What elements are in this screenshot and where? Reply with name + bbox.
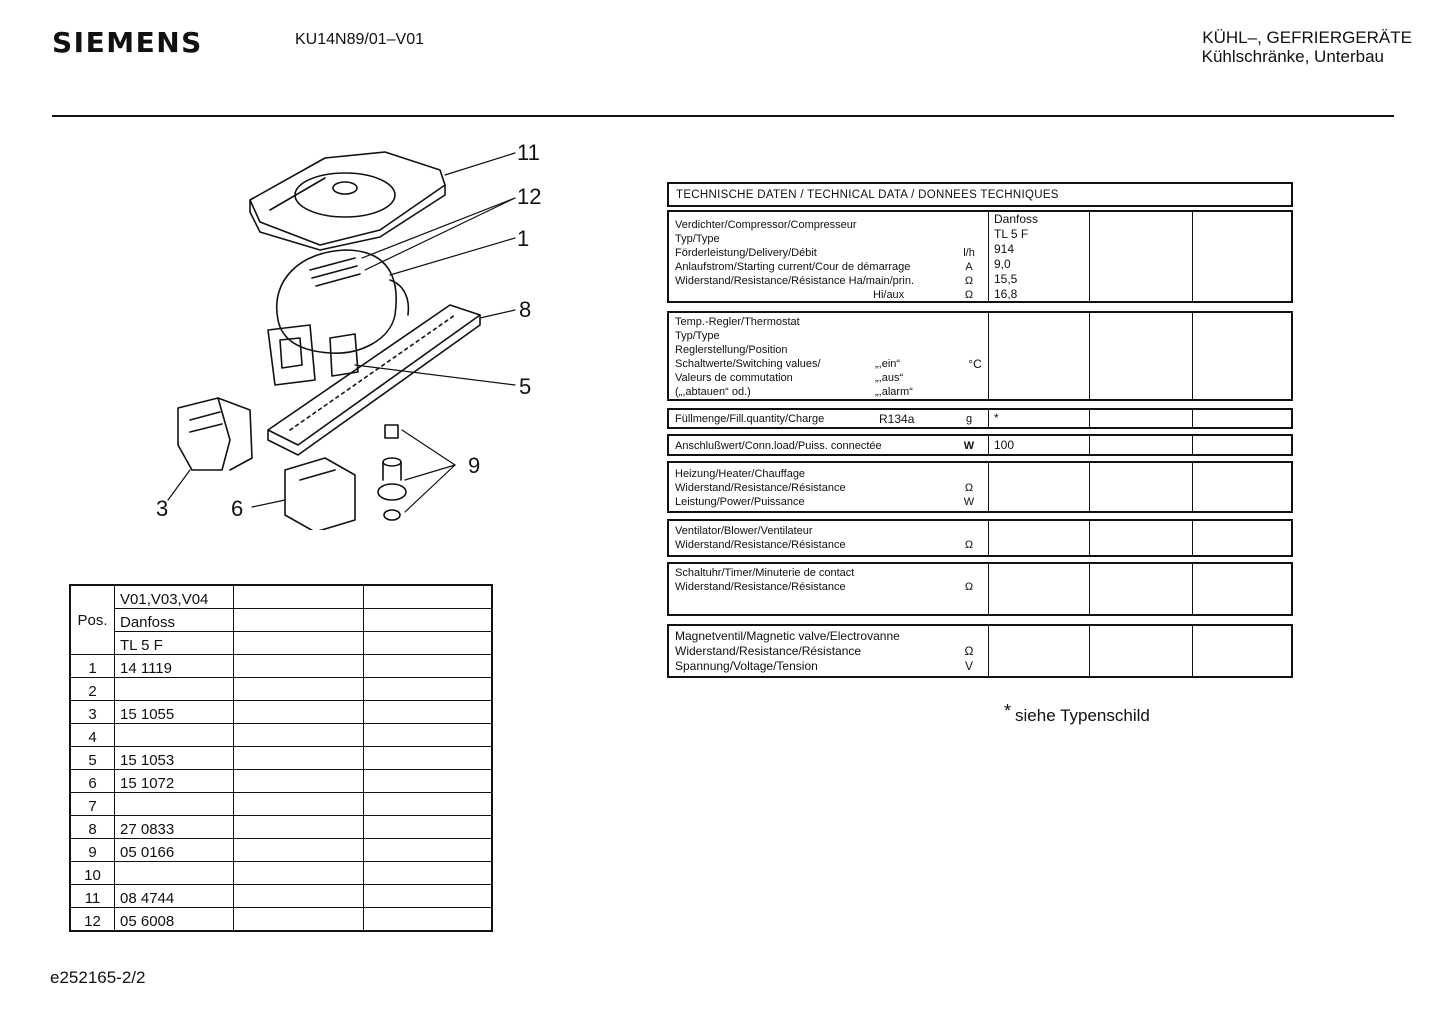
resistance-aux-label: Hi/aux <box>873 289 905 301</box>
empty-cell <box>364 770 493 793</box>
callout-12: 12 <box>517 184 542 209</box>
compressor-labels <box>675 218 914 302</box>
empty-cell <box>234 655 364 678</box>
part-number-cell <box>115 724 234 747</box>
fill-quantity-label: Füllmenge/Fill.quantity/Charge <box>675 413 825 425</box>
callout-8: 8 <box>519 297 532 322</box>
part-number-cell: 15 1053 <box>115 747 234 770</box>
empty-cell <box>364 839 493 862</box>
relay-part <box>268 325 358 385</box>
table-row <box>70 770 492 793</box>
table-row <box>70 908 492 932</box>
callout-11: 11 <box>517 140 540 165</box>
table-row <box>70 655 492 678</box>
maker-header: Danfoss <box>115 609 234 632</box>
callout-1: 1 <box>517 226 530 251</box>
callout-9: 9 <box>468 453 481 478</box>
table-row <box>70 724 492 747</box>
empty-cell <box>234 862 364 885</box>
tech-data-heading-box <box>667 182 1293 207</box>
callout-3: 3 <box>156 496 169 521</box>
empty-cell <box>364 585 493 609</box>
empty-cell <box>234 793 364 816</box>
table-row <box>70 747 492 770</box>
compressor-values: Danfoss TL 5 F 914 9,0 15,5 16,8 <box>994 212 1039 301</box>
empty-cell <box>364 678 493 701</box>
part-number-cell <box>115 793 234 816</box>
empty-cell <box>234 770 364 793</box>
exploded-parts-drawing <box>150 140 570 530</box>
pos-cell: 4 <box>70 724 115 747</box>
table-row <box>70 793 492 816</box>
pos-cell: 8 <box>70 816 115 839</box>
connection-load-label: Anschlußwert/Conn.load/Puiss. connectée <box>675 440 882 452</box>
table-row <box>70 862 492 885</box>
fill-unit: g <box>965 413 973 425</box>
document-code: e252165-2/2 <box>50 968 146 987</box>
part-number-cell: 14 1119 <box>115 655 234 678</box>
empty-cell <box>364 885 493 908</box>
thermostat-block <box>667 311 1293 401</box>
table-row <box>70 701 492 724</box>
note-text: siehe Typenschild <box>1015 706 1150 725</box>
delivery-label: Förderleistung/Delivery/Débit <box>675 247 817 259</box>
model-number: KU14N89/01–V01 <box>295 31 424 48</box>
compressor-block <box>667 210 1293 303</box>
pos-cell: 1 <box>70 655 115 678</box>
fill-value: * <box>994 411 999 425</box>
table-row <box>70 609 492 632</box>
pos-cell: 12 <box>70 908 115 932</box>
valve-units: Ω V <box>964 644 974 673</box>
valve-labels: Magnetventil/Magnetic valve/Electrovanne Widerstand/Resistance/Résistance Spannung/Voltage/Tension <box>675 629 900 673</box>
table-row <box>70 885 492 908</box>
mounting-set-part <box>378 425 406 520</box>
empty-cell <box>234 839 364 862</box>
type-header: TL 5 F <box>115 632 234 655</box>
empty-cell <box>234 816 364 839</box>
pos-cell: 6 <box>70 770 115 793</box>
part-number-cell <box>115 678 234 701</box>
pos-cell: 10 <box>70 862 115 885</box>
header-rule <box>52 115 1394 117</box>
part-number-cell: 08 4744 <box>115 885 234 908</box>
timer-unit: Ω <box>964 581 974 593</box>
pos-header: Pos. <box>70 585 115 655</box>
compressor-label: Verdichter/Compressor/Compresseur <box>675 219 857 231</box>
compressor-units: l/h A Ω Ω <box>963 247 975 301</box>
part-number-cell: 27 0833 <box>115 816 234 839</box>
heater-labels: Heizung/Heater/Chauffage Widerstand/Resistance/Résistance Leistung/Power/Puissance <box>675 468 846 508</box>
callout-6: 6 <box>231 496 244 521</box>
base-rail-part <box>268 305 480 455</box>
empty-cell <box>364 655 493 678</box>
empty-cell <box>234 609 364 632</box>
thermostat-unit: °C <box>968 357 982 371</box>
empty-cell <box>364 862 493 885</box>
part-number-cell: 15 1072 <box>115 770 234 793</box>
resistance-main-label: Widerstand/Resistance/Résistance Ha/main/prin. <box>675 275 915 287</box>
table-row <box>70 585 492 609</box>
part-number-cell <box>115 862 234 885</box>
refrigerant-value: R134a <box>879 412 915 426</box>
thermostat-labels: Temp.-Regler/Thermostat Typ/Type Reglerstellung/Position Schaltwerte/Switching values/ Valeurs de commutation („,abtauen“ od.) <box>675 316 821 398</box>
empty-cell <box>364 632 493 655</box>
parts-table <box>69 584 493 932</box>
switch-states: „,ein“ „,aus“ „,alarm“ <box>875 358 913 398</box>
cover-tray-part <box>250 152 445 250</box>
rating-plate-note <box>1004 701 1150 726</box>
empty-cell <box>364 816 493 839</box>
empty-cell <box>364 747 493 770</box>
starter-part <box>178 398 252 470</box>
table-row <box>70 816 492 839</box>
heater-units: Ω W <box>963 482 975 508</box>
variant-header: V01,V03,V04 <box>115 585 234 609</box>
empty-cell <box>234 632 364 655</box>
empty-cell <box>364 701 493 724</box>
timer-labels: Schaltuhr/Timer/Minuterie de contact Widerstand/Resistance/Résistance <box>675 567 855 593</box>
empty-cell <box>234 724 364 747</box>
empty-cell <box>364 908 493 932</box>
empty-cell <box>364 724 493 747</box>
connection-load-value: 100 <box>994 438 1015 452</box>
table-row <box>70 839 492 862</box>
magnetic-valve-block <box>667 624 1293 678</box>
empty-cell <box>234 908 364 932</box>
brand-logo: SIEMENS <box>52 26 203 59</box>
pos-cell: 11 <box>70 885 115 908</box>
empty-cell <box>364 793 493 816</box>
blower-block <box>667 519 1293 557</box>
part-number-cell: 05 6008 <box>115 908 234 932</box>
type-label: Typ/Type <box>675 233 720 245</box>
empty-cell <box>364 609 493 632</box>
pos-cell: 5 <box>70 747 115 770</box>
empty-cell <box>234 885 364 908</box>
pos-cell: 7 <box>70 793 115 816</box>
category-title: KÜHL–, GEFRIERGERÄTE <box>1202 28 1412 47</box>
starting-current-label: Anlaufstrom/Starting current/Cour de démarrage <box>675 261 911 273</box>
blower-unit: Ω <box>964 539 974 551</box>
callout-5: 5 <box>519 374 532 399</box>
pos-cell: 2 <box>70 678 115 701</box>
fill-quantity-block <box>667 408 1293 429</box>
terminal-cover-part <box>285 458 355 530</box>
note-asterisk: * <box>1004 701 1012 721</box>
heater-block <box>667 461 1293 513</box>
empty-cell <box>234 678 364 701</box>
empty-cell <box>234 747 364 770</box>
empty-cell <box>234 585 364 609</box>
empty-cell <box>234 701 364 724</box>
part-number-cell: 15 1055 <box>115 701 234 724</box>
table-row <box>70 678 492 701</box>
pos-cell: 3 <box>70 701 115 724</box>
blower-labels: Ventilator/Blower/Ventilateur Widerstand/Resistance/Résistance <box>675 525 846 551</box>
table-row <box>70 632 492 655</box>
timer-block <box>667 562 1293 616</box>
connection-load-unit: W <box>963 440 975 452</box>
part-number-cell: 05 0166 <box>115 839 234 862</box>
connection-load-block <box>667 434 1293 456</box>
category-subtitle: Kühlschränke, Unterbau <box>1201 47 1384 66</box>
tech-data-heading: TECHNISCHE DATEN / TECHNICAL DATA / DONNEES TECHNIQUES <box>676 189 1059 201</box>
pos-cell: 9 <box>70 839 115 862</box>
callout-leaders <box>168 153 515 512</box>
